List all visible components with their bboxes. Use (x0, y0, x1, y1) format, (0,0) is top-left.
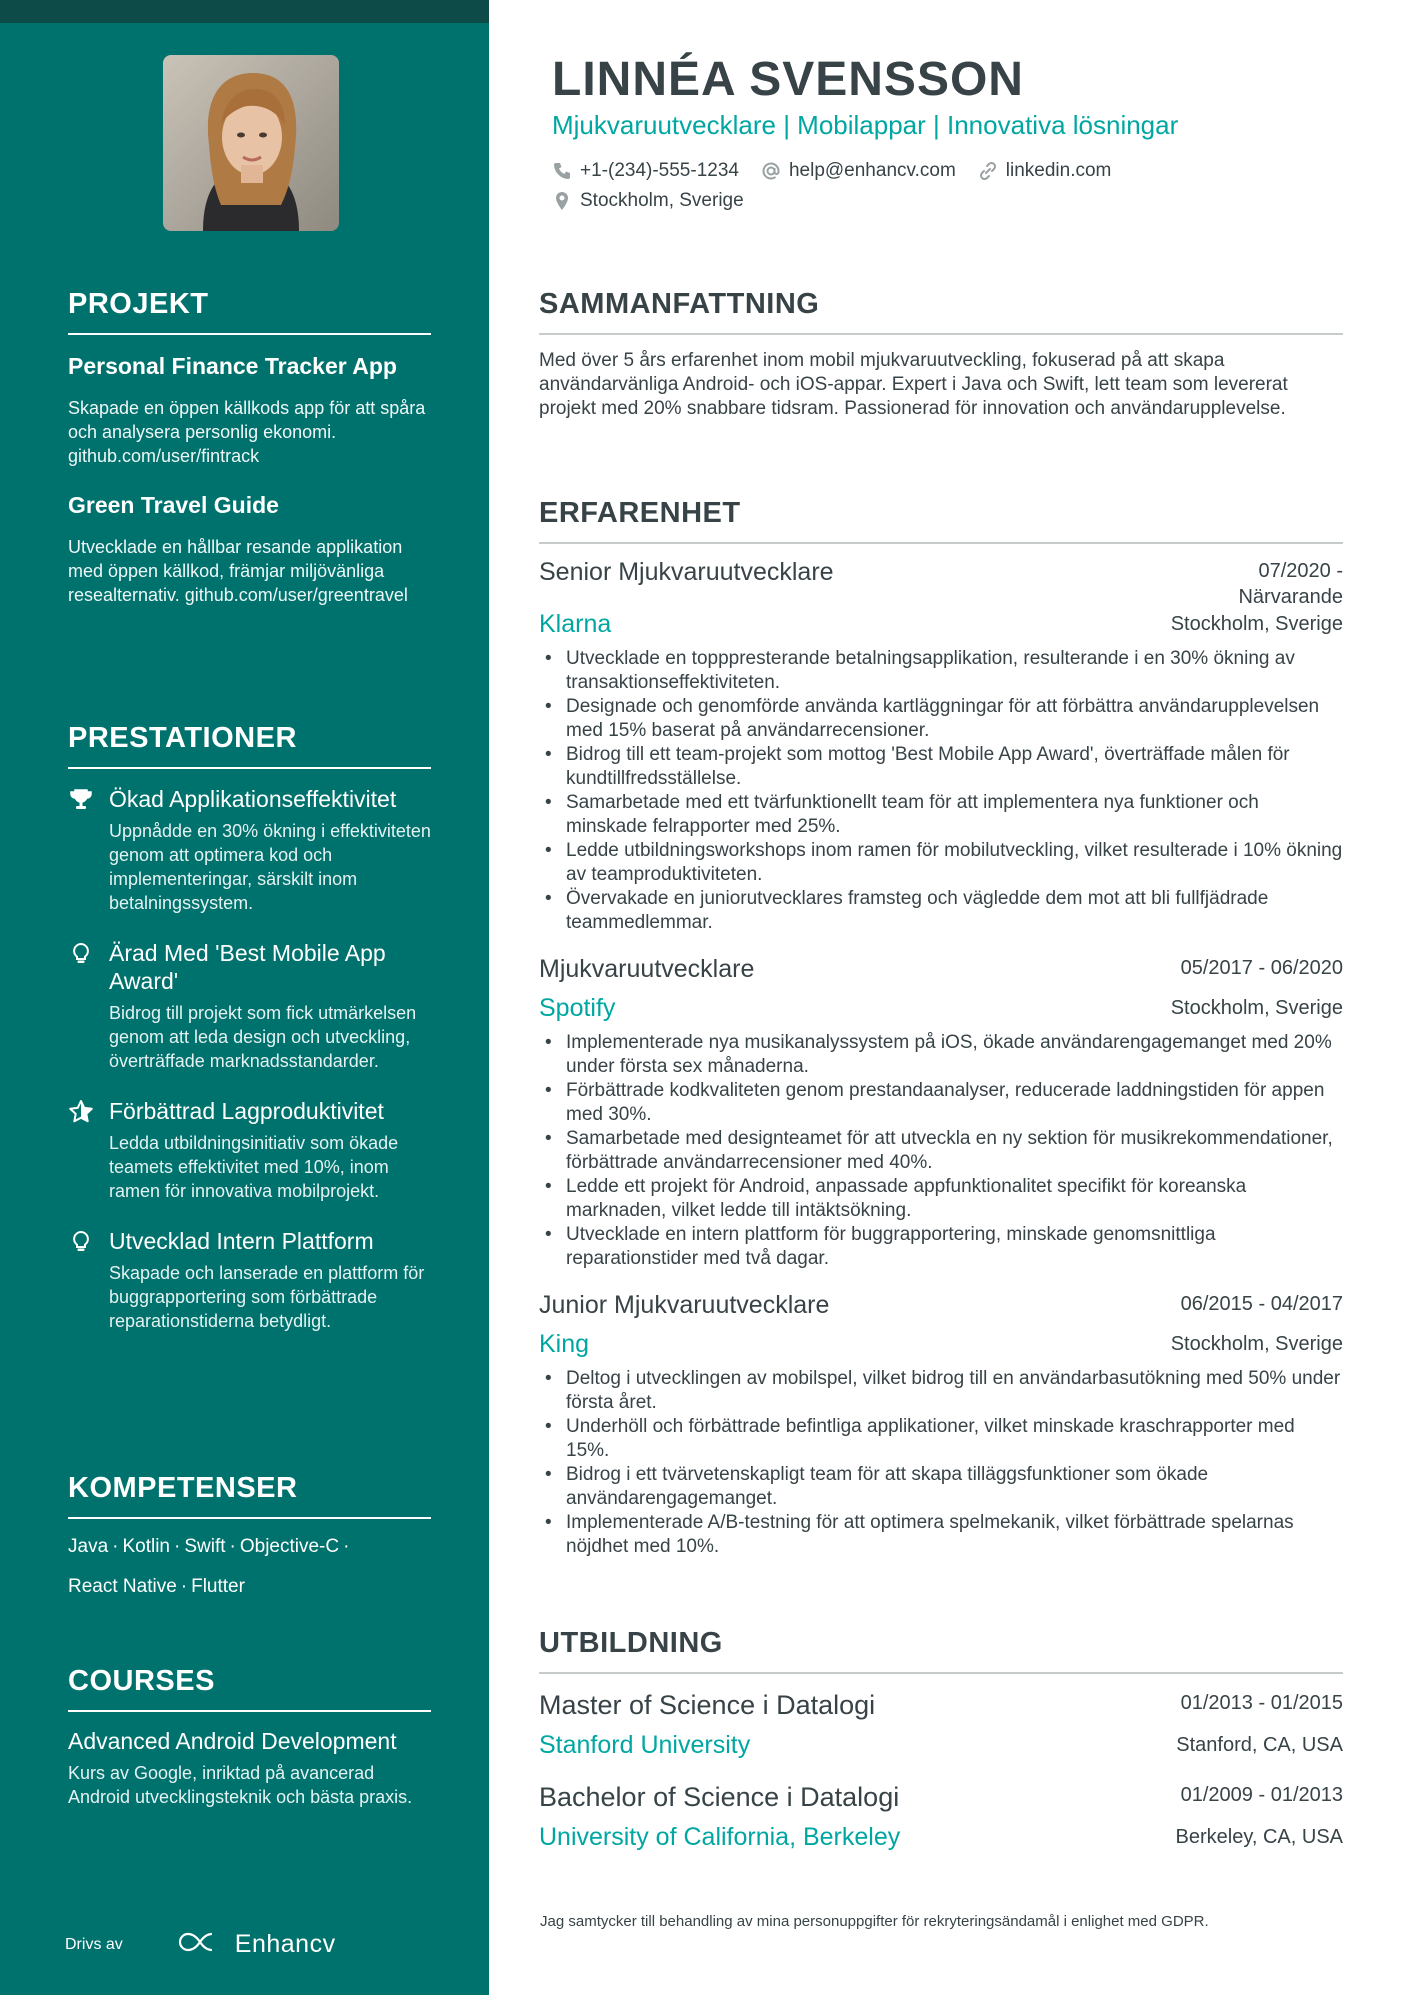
achievement-description: Ledda utbildningsinitiativ som ökade teamets effektivitet med 10%, inom ramen för innovativa mobilprojekt. (109, 1133, 399, 1201)
job-date: 05/2017 - 06/2020 (1180, 957, 1343, 979)
achievements-section (68, 722, 431, 1333)
bullet-item: • Utvecklade en intern plattform för buggrapportering, minskade genomsnittliga reparationstider med två dagar. (539, 1223, 1343, 1271)
candidate-headline: Mjukvaruutvecklare | Mobilappar | Innovativa lösningar (552, 110, 1179, 140)
email[interactable] (761, 160, 956, 182)
skill-tag: Objective-C (239, 1536, 340, 1557)
star-icon (68, 1099, 94, 1125)
bullet-item: • Implementerade A/B-testning för att optimera spelmekanik, vilket förbättrade spelarnas nöjdhet med 10%. (539, 1511, 1343, 1559)
experience-title: ERFARENHET (539, 497, 1343, 544)
summary-section (539, 288, 1343, 421)
trophy-icon (68, 787, 94, 813)
company-name: Klarna (539, 610, 612, 638)
achievement-item (68, 939, 431, 1073)
education-title: UTBILDNING (539, 1627, 1343, 1674)
job-title: Mjukvaruutvecklare (539, 955, 755, 983)
at-icon (761, 161, 781, 181)
sidebar-top-bar (0, 0, 489, 23)
experience-section (539, 497, 1343, 1559)
bullet-item: • Samarbetade med designteamet för att utveckla en ny sektion för musikrekommendationer, förbättrade användarrecensioner med 40%. (539, 1127, 1343, 1175)
job-title: Senior Mjukvaruutvecklare (539, 558, 834, 586)
project-title: Green Travel Guide (68, 492, 279, 518)
summary-title: SAMMANFATTNING (539, 288, 1343, 335)
job-location: Stockholm, Sverige (1170, 1333, 1343, 1355)
bullet-item: • Samarbetade med ett tvärfunktionellt team för att implementera nya funktioner och minskade felrapporter med 25%. (539, 791, 1343, 839)
linkedin[interactable] (978, 160, 1112, 182)
enhancv-logo-icon (177, 1931, 223, 1958)
phone-icon (552, 161, 572, 181)
education-section (539, 1627, 1343, 1852)
bullet-item: • Underhöll och förbättrade befintliga applikationer, vilket minskade kraschrapporter med 15%. (539, 1415, 1343, 1463)
achievement-description: Bidrog till projekt som fick utmärkelsen genom att leda design och utveckling, överträffade marknadsstandarder. (109, 1003, 417, 1071)
degree: Bachelor of Science i Datalogi (539, 1782, 900, 1812)
project-title: Personal Finance Tracker App (68, 353, 397, 379)
link-icon (978, 161, 998, 181)
bullet-item: • Deltog i utvecklingen av mobilspel, vilket bidrog till en användarbasutökning med 50% under första året. (539, 1367, 1343, 1415)
skill-tag: Kotlin (122, 1536, 170, 1557)
project-item (68, 353, 431, 468)
bullet-item: • Ledde utbildningsworkshops inom ramen för mobilutveckling, vilket resulterade i 10% ökning av teamproduktiviteten. (539, 839, 1343, 887)
achievement-title: Utvecklad Intern Plattform (109, 1228, 374, 1254)
skill-tag: React Native (68, 1576, 177, 1597)
education-entry (539, 1690, 1343, 1760)
education-date: 01/2009 - 01/2013 (1180, 1784, 1343, 1806)
job-date: 06/2015 - 04/2017 (1180, 1293, 1343, 1315)
job-entry (539, 558, 1343, 935)
lightbulb-icon (68, 1229, 94, 1255)
bullet-item: • Utvecklade en topppresterande betalningsapplikation, resulterande i en 30% ökning av transaktionseffektiviteten. (539, 647, 1343, 695)
lightbulb-icon (68, 941, 94, 967)
achievement-description: Uppnådde en 30% ökning i effektiviteten genom att optimera kod och implementeringar, särskilt inom betalningssystem. (109, 821, 431, 913)
bullet-item: • Förbättrade kodkvaliteten genom prestandaanalyser, reducerade laddningstiden för appen med 30%. (539, 1079, 1343, 1127)
bullet-item: • Övervakade en juniorutvecklares framsteg och vägledde dem mot att bli fullfjädrade teammedlemmar. (539, 887, 1343, 935)
skill-tag: Java (68, 1536, 109, 1557)
bullet-item: • Designade och genomförde använda kartläggningar för att förbättra användarupplevelsen med 15% baserat på användarrecensioner. (539, 695, 1343, 743)
achievement-item (68, 1227, 431, 1333)
candidate-name: LINNÉA SVENSSON (552, 53, 1024, 106)
job-entry (539, 1291, 1343, 1559)
achievement-title: Ärad Med 'Best Mobile App Award' (109, 940, 386, 994)
course-description: Kurs av Google, inriktad på avancerad Android utvecklingsteknik och bästa praxis. (68, 1763, 413, 1807)
project-description: Skapade en öppen källkods app för att spåra och analysera personlig ekonomi. github.com/user/fintrack (68, 398, 426, 466)
job-bullets (539, 1031, 1343, 1271)
phone (552, 160, 739, 182)
achievement-title: Ökad Applikationseffektivitet (109, 786, 397, 812)
achievement-item (68, 1097, 431, 1203)
skills-title: KOMPETENSER (68, 1472, 431, 1519)
job-date: 07/2020 - Närvarande (1238, 560, 1343, 608)
education-entry (539, 1782, 1343, 1852)
skills-section (68, 1472, 431, 1607)
powered-by (65, 1930, 336, 1959)
job-bullets (539, 647, 1343, 935)
skill-tag: Flutter (191, 1576, 245, 1597)
job-location: Stockholm, Sverige (1170, 613, 1343, 635)
location-text: Stockholm, Sverige (580, 190, 744, 211)
phone-text: +1-(234)-555-1234 (580, 160, 739, 181)
job-entry (539, 955, 1343, 1271)
achievement-title: Förbättrad Lagproduktivitet (109, 1098, 384, 1124)
company-name: Spotify (539, 994, 616, 1022)
summary-text: Med över 5 års erfarenhet inom mobil mjukvaruutveckling, fokuserad på att skapa användarvänliga Android- och iOS-appar. Expert i Java och Swift, lett team som levererat projekt med 20% snabbare tidsram. Passionerad för innovation och användarupplevelse. (539, 350, 1288, 419)
bullet-item: • Bidrog i ett tvärvetenskapligt team för att skapa tilläggsfunktioner som ökade användarengagemanget. (539, 1463, 1343, 1511)
skill-tag: Swift (184, 1536, 226, 1557)
course-title: Advanced Android Development (68, 1728, 397, 1754)
job-location: Stockholm, Sverige (1170, 997, 1343, 1019)
map-pin-icon (552, 191, 572, 211)
achievement-item (68, 785, 431, 915)
school-name: University of California, Berkeley (539, 1823, 901, 1851)
linkedin-text[interactable]: linkedin.com (1005, 160, 1112, 181)
project-description: Utvecklade en hållbar resande applikation med öppen källkod, främjar miljövänliga resealternativ. github.com/user/greentravel (68, 537, 408, 605)
education-date: 01/2013 - 01/2015 (1180, 1692, 1343, 1714)
profile-photo (163, 55, 339, 231)
location-row (552, 190, 766, 212)
project-item (68, 492, 431, 607)
school-location: Stanford, CA, USA (1176, 1734, 1343, 1756)
job-title: Junior Mjukvaruutvecklare (539, 1291, 830, 1319)
powered-by-label: Drivs av (65, 1935, 123, 1953)
location (552, 190, 744, 212)
email-text[interactable]: help@enhancv.com (788, 160, 956, 181)
bullet-item: • Bidrog till ett team-projekt som mottog 'Best Mobile App Award', överträffade målen för kundtillfredsställelse. (539, 743, 1343, 791)
contact-row (552, 160, 1133, 182)
achievements-title: PRESTATIONER (68, 722, 431, 769)
degree: Master of Science i Datalogi (539, 1690, 876, 1720)
courses-title: COURSES (68, 1665, 431, 1712)
bullet-item: • Ledde ett projekt för Android, anpassade appfunktionalitet specifikt för koreanska marknaden, vilket ledde till intäktsökning. (539, 1175, 1343, 1223)
school-name: Stanford University (539, 1731, 751, 1759)
sidebar (0, 0, 489, 1995)
projects-section (68, 288, 431, 607)
job-bullets (539, 1367, 1343, 1559)
projects-title: PROJEKT (68, 288, 431, 335)
courses-section (68, 1665, 431, 1809)
school-location: Berkeley, CA, USA (1175, 1826, 1343, 1848)
skills-list: Java · Kotlin · Swift · Objective-C · React Native · Flutter (68, 1536, 350, 1597)
bullet-item: • Implementerade nya musikanalyssystem på iOS, ökade användarengagemanget med 20% under första sex månaderna. (539, 1031, 1343, 1079)
company-name: King (539, 1330, 590, 1358)
gdpr-consent: Jag samtycker till behandling av mina personuppgifter för rekryteringsändamål i enlighet med GDPR. (540, 1913, 1209, 1930)
achievement-description: Skapade och lanserade en plattform för buggrapportering som förbättrade reparationstiderna betydligt. (109, 1263, 425, 1331)
brand-name: Enhancv (234, 1930, 336, 1958)
